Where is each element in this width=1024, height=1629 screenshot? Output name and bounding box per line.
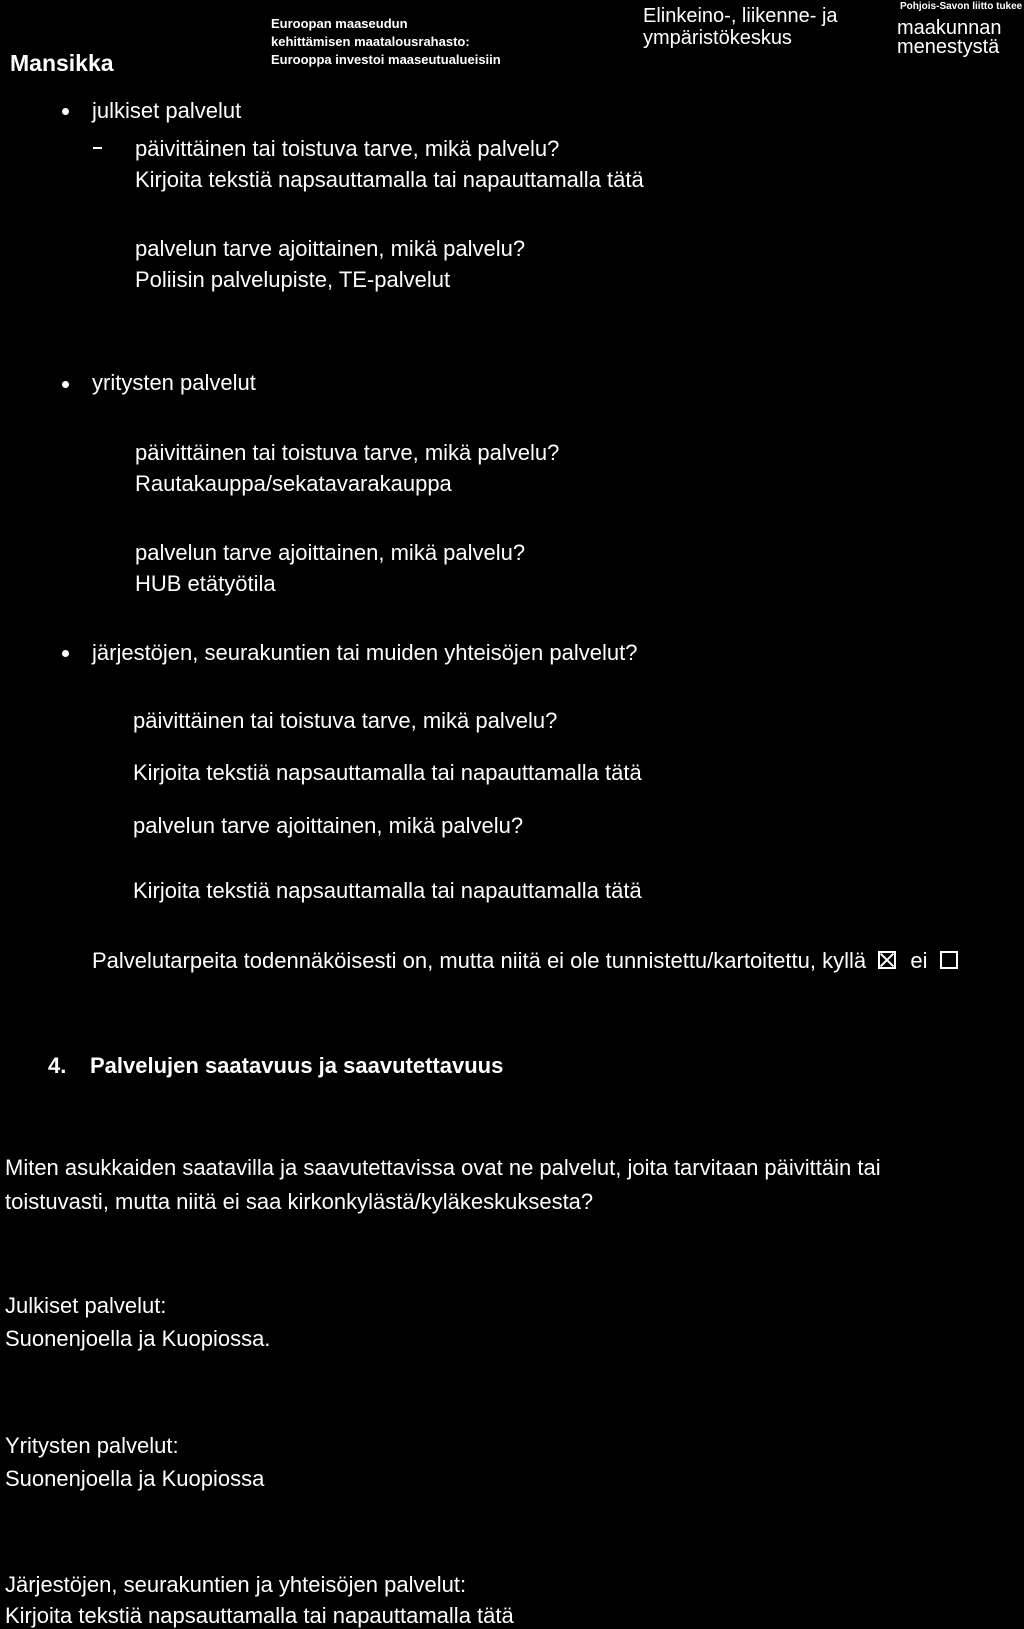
business-services-answer-field[interactable]: Suonenjoella ja Kuopiossa [5,1466,265,1491]
orgs-daily-answer-field[interactable]: Kirjoita tekstiä napsauttamalla tai napauttamalla tätä [133,760,642,785]
public-occasional-answer-field[interactable]: Poliisin palvelupiste, TE-palvelut [135,267,451,292]
orgs-services-heading: järjestöjen, seurakuntien tai muiden yhteisöjen palvelut? [92,640,638,665]
public-occasional-question: palvelun tarve ajoittainen, mikä palvelu? [135,236,526,261]
public-services-heading: julkiset palvelut [92,98,242,123]
orgs-occasional-answer-field[interactable]: Kirjoita tekstiä napsauttamalla tai napauttamalla tätä [133,878,642,903]
business-occasional-question: palvelun tarve ajoittainen, mikä palvelu? [135,540,526,565]
ely-line-1: Elinkeino-, liikenne- ja [643,5,838,27]
no-checkbox[interactable] [940,951,958,969]
availability-question-line-1: Miten asukkaiden saatavilla ja saavutettavissa ovat ne palvelut, joita tarvitaan päivittäin tai [5,1155,881,1180]
needs-row [92,948,958,974]
orgs-services-label: Järjestöjen, seurakuntien ja yhteisöjen palvelut: [5,1572,467,1597]
public-daily-answer-field[interactable]: Kirjoita tekstiä napsauttamalla tai napauttamalla tätä [135,167,644,192]
section-title: Palvelujen saatavuus ja saavutettavuus [90,1053,504,1078]
dash-icon [93,147,102,149]
eu-fund-line-1: Euroopan maaseudun [271,16,408,31]
bullet-icon [62,650,69,657]
bullet-icon [62,108,69,115]
public-services-answer-field[interactable]: Suonenjoella ja Kuopiossa. [5,1326,271,1351]
needs-statement: Palvelutarpeita todennäköisesti on, mutta niitä ei ole tunnistettu/kartoitettu, kyllä [92,948,867,973]
availability-question-line-2: toistuvasti, mutta niitä ei saa kirkonkylästä/kyläkeskuksesta? [5,1189,594,1214]
eu-fund-line-2: kehittämisen maatalousrahasto: [271,34,470,49]
eu-fund-line-3: Eurooppa investoi maaseutualueisiin [271,52,501,67]
pohjois-savo-line-1: maakunnan [897,17,1002,39]
brand-logo-text: Mansikka [10,50,114,76]
business-services-heading: yritysten palvelut [92,370,256,395]
business-occasional-answer-field[interactable]: HUB etätyötila [135,571,276,596]
section-number: 4. [48,1053,67,1078]
orgs-daily-question: päivittäinen tai toistuva tarve, mikä palvelu? [133,708,558,733]
business-daily-question: päivittäinen tai toistuva tarve, mikä palvelu? [135,440,560,465]
business-daily-answer-field[interactable]: Rautakauppa/sekatavarakauppa [135,471,452,496]
no-label: ei [910,948,928,973]
public-services-label: Julkiset palvelut: [5,1293,167,1318]
ely-line-2: ympäristökeskus [643,27,792,49]
orgs-occasional-question: palvelun tarve ajoittainen, mikä palvelu? [133,813,524,838]
business-services-label: Yritysten palvelut: [5,1433,179,1458]
public-daily-question: päivittäinen tai toistuva tarve, mikä palvelu? [135,136,560,161]
bullet-icon [62,381,69,388]
pohjois-savo-line-2: menestystä [897,36,1000,58]
pohjois-savo-tagline: Pohjois-Savon liitto tukee [900,1,1023,12]
yes-checkbox[interactable] [878,951,896,969]
orgs-services-answer-field[interactable]: Kirjoita tekstiä napsauttamalla tai napauttamalla tätä [5,1603,514,1628]
